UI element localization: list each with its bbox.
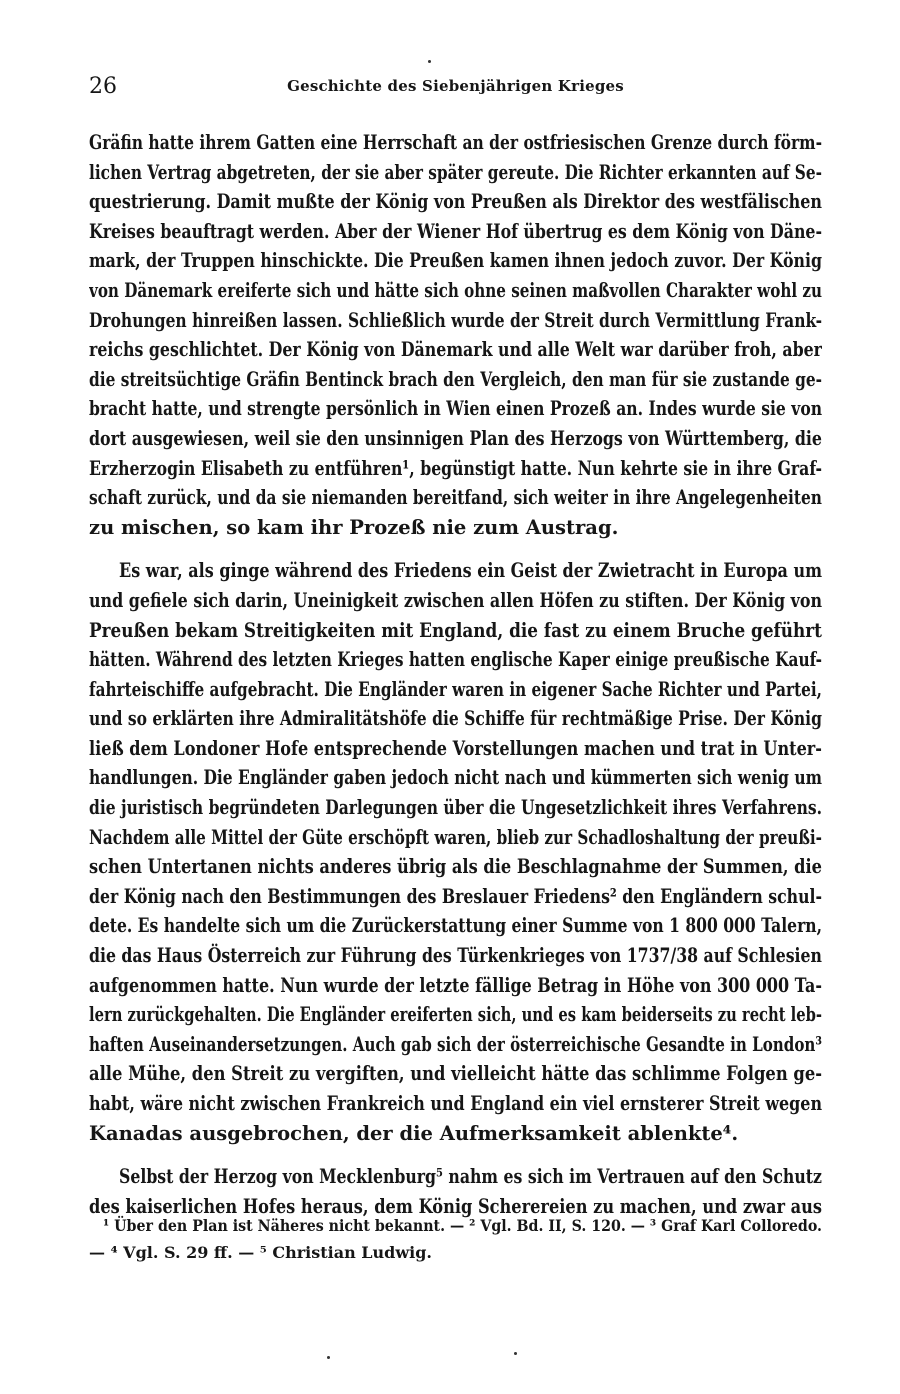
text-line: zu mischen, so kam ihr Prozeß nie zum Austrag. bbox=[89, 515, 619, 539]
footnotes bbox=[89, 1212, 822, 1266]
page-header bbox=[89, 74, 822, 104]
text-line: schaft zurück, und da sie niemanden bereitfand, sich weiter in ihre Angelegenheiten bbox=[89, 486, 822, 510]
text-line: die streitsüchtige Gräfin Bentinck brach den Vergleich, den man für sie zustande ge- bbox=[89, 367, 822, 391]
text-line: des kaiserlichen Hofes heraus, dem König Scherereien zu machen, und zwar aus bbox=[89, 1194, 822, 1218]
text-line: Nachdem alle Mittel der Güte erschöpft waren, blieb zur Schadloshaltung der preußi- bbox=[89, 825, 822, 849]
running-title: Geschichte des Siebenjährigen Krieges bbox=[287, 77, 624, 95]
text-line: habt, wäre nicht zwischen Frankreich und England ein viel ernsterer Streit wegen bbox=[89, 1092, 822, 1115]
body-text bbox=[89, 128, 822, 1221]
text-line: questrierung. Damit mußte der König von Preußen als Direktor des westfälischen bbox=[89, 190, 822, 214]
text-line: lern zurückgehalten. Die Engländer ereiferten sich, und es kam beiderseits zu recht leb- bbox=[89, 1003, 822, 1027]
text-line: mark, der Truppen hinschickte. Die Preußen kamen ihnen jedoch zuvor. Der König bbox=[89, 249, 822, 273]
text-line: und so erklärten ihre Admiralitätshöfe die Schiffe für rechtmäßige Prise. Der König bbox=[89, 707, 822, 731]
paragraph-gap bbox=[89, 1148, 822, 1162]
text-line: handlungen. Die Engländer gaben jedoch nicht nach und kümmerten sich wenig um bbox=[89, 766, 822, 790]
text-line: Kreises beauftragt werden. Aber der Wiener Hof übertrug es dem König von Däne- bbox=[89, 219, 822, 243]
text-line: dete. Es handelte sich um die Zurückerstattung einer Summe von 1 800 000 Talern, bbox=[89, 914, 822, 938]
text-line: bracht hatte, und strengte persönlich in Wien einen Prozeß an. Indes wurde sie von bbox=[89, 397, 822, 421]
footnote-line: — ⁴ Vgl. S. 29 ff. — ⁵ Christian Ludwig. bbox=[89, 1243, 432, 1262]
paragraph-gap bbox=[89, 542, 822, 556]
text-line: hätten. Während des letzten Krieges hatten englische Kaper einige preußische Kauf- bbox=[89, 648, 822, 672]
paragraph-1 bbox=[89, 128, 822, 542]
text-line: fahrteischiffe aufgebracht. Die Engländer waren in eigener Sache Richter und Partei, bbox=[89, 677, 822, 701]
print-speck bbox=[428, 60, 431, 63]
text-line: und gefiele sich darin, Uneinigkeit zwischen allen Höfen zu stiften. Der König von bbox=[89, 588, 822, 612]
text-line: haften Auseinandersetzungen. Auch gab sich der österreichische Gesandte in London³ bbox=[89, 1032, 822, 1056]
text-line: schen Untertanen nichts anderes übrig als die Beschlagnahme der Summen, die bbox=[89, 855, 822, 879]
print-speck bbox=[327, 1356, 330, 1359]
text-line: dort ausgewiesen, weil sie den unsinnigen Plan des Herzogs von Württemberg, die bbox=[89, 426, 822, 450]
text-line: von Dänemark ereiferte sich und hätte sich ohne seinen maßvollen Charakter wohl zu bbox=[89, 278, 822, 302]
text-line: Es war, als ginge während des Friedens ein Geist der Zwietracht in Europa um bbox=[119, 559, 822, 583]
text-line: reichs geschlichtet. Der König von Dänemark und alle Welt war darüber froh, aber bbox=[89, 338, 822, 362]
text-line: Kanadas ausgebrochen, der die Aufmerksamkeit ablenkte⁴. bbox=[89, 1121, 739, 1145]
footnote-line: ¹ Über den Plan ist Näheres nicht bekannt. — ² Vgl. Bd. II, S. 120. — ³ Graf Karl Colloredo. bbox=[103, 1216, 822, 1235]
text-line: Drohungen hinreißen lassen. Schließlich wurde der Streit durch Vermittlung Frank- bbox=[89, 308, 822, 332]
page-number: 26 bbox=[89, 74, 117, 99]
text-line: lichen Vertrag abgetreten, der sie aber später gereute. Die Richter erkannten auf Se- bbox=[89, 160, 822, 184]
paragraph-2 bbox=[89, 556, 822, 1148]
text-line: Selbst der Herzog von Mecklenburg⁵ nahm es sich im Vertrauen auf den Schutz bbox=[119, 1165, 822, 1189]
text-line: Preußen bekam Streitigkeiten mit England, die fast zu einem Bruche geführt bbox=[89, 618, 822, 642]
print-speck bbox=[514, 1352, 517, 1355]
text-line: ließ dem Londoner Hofe entsprechende Vorstellungen machen und trat in Unter- bbox=[89, 736, 822, 760]
text-line: Gräfin hatte ihrem Gatten eine Herrschaft an der ostfriesischen Grenze durch förm- bbox=[89, 131, 822, 154]
text-line: die das Haus Österreich zur Führung des Türkenkrieges von 1737/38 auf Schlesien bbox=[89, 944, 822, 968]
text-line: alle Mühe, den Streit zu vergiften, und vielleicht hätte das schlimme Folgen ge- bbox=[89, 1062, 822, 1086]
text-line: die juristisch begründeten Darlegungen über die Ungesetzlichkeit ihres Verfahrens. bbox=[89, 796, 822, 820]
text-line: aufgenommen hatte. Nun wurde der letzte fällige Betrag in Höhe von 300 000 Ta- bbox=[89, 973, 822, 997]
text-line: der König nach den Bestimmungen des Breslauer Friedens² den Engländern schul- bbox=[89, 884, 822, 908]
text-line: Erzherzogin Elisabeth zu entführen¹, begünstigt hatte. Nun kehrte sie in ihre Graf- bbox=[89, 456, 822, 480]
